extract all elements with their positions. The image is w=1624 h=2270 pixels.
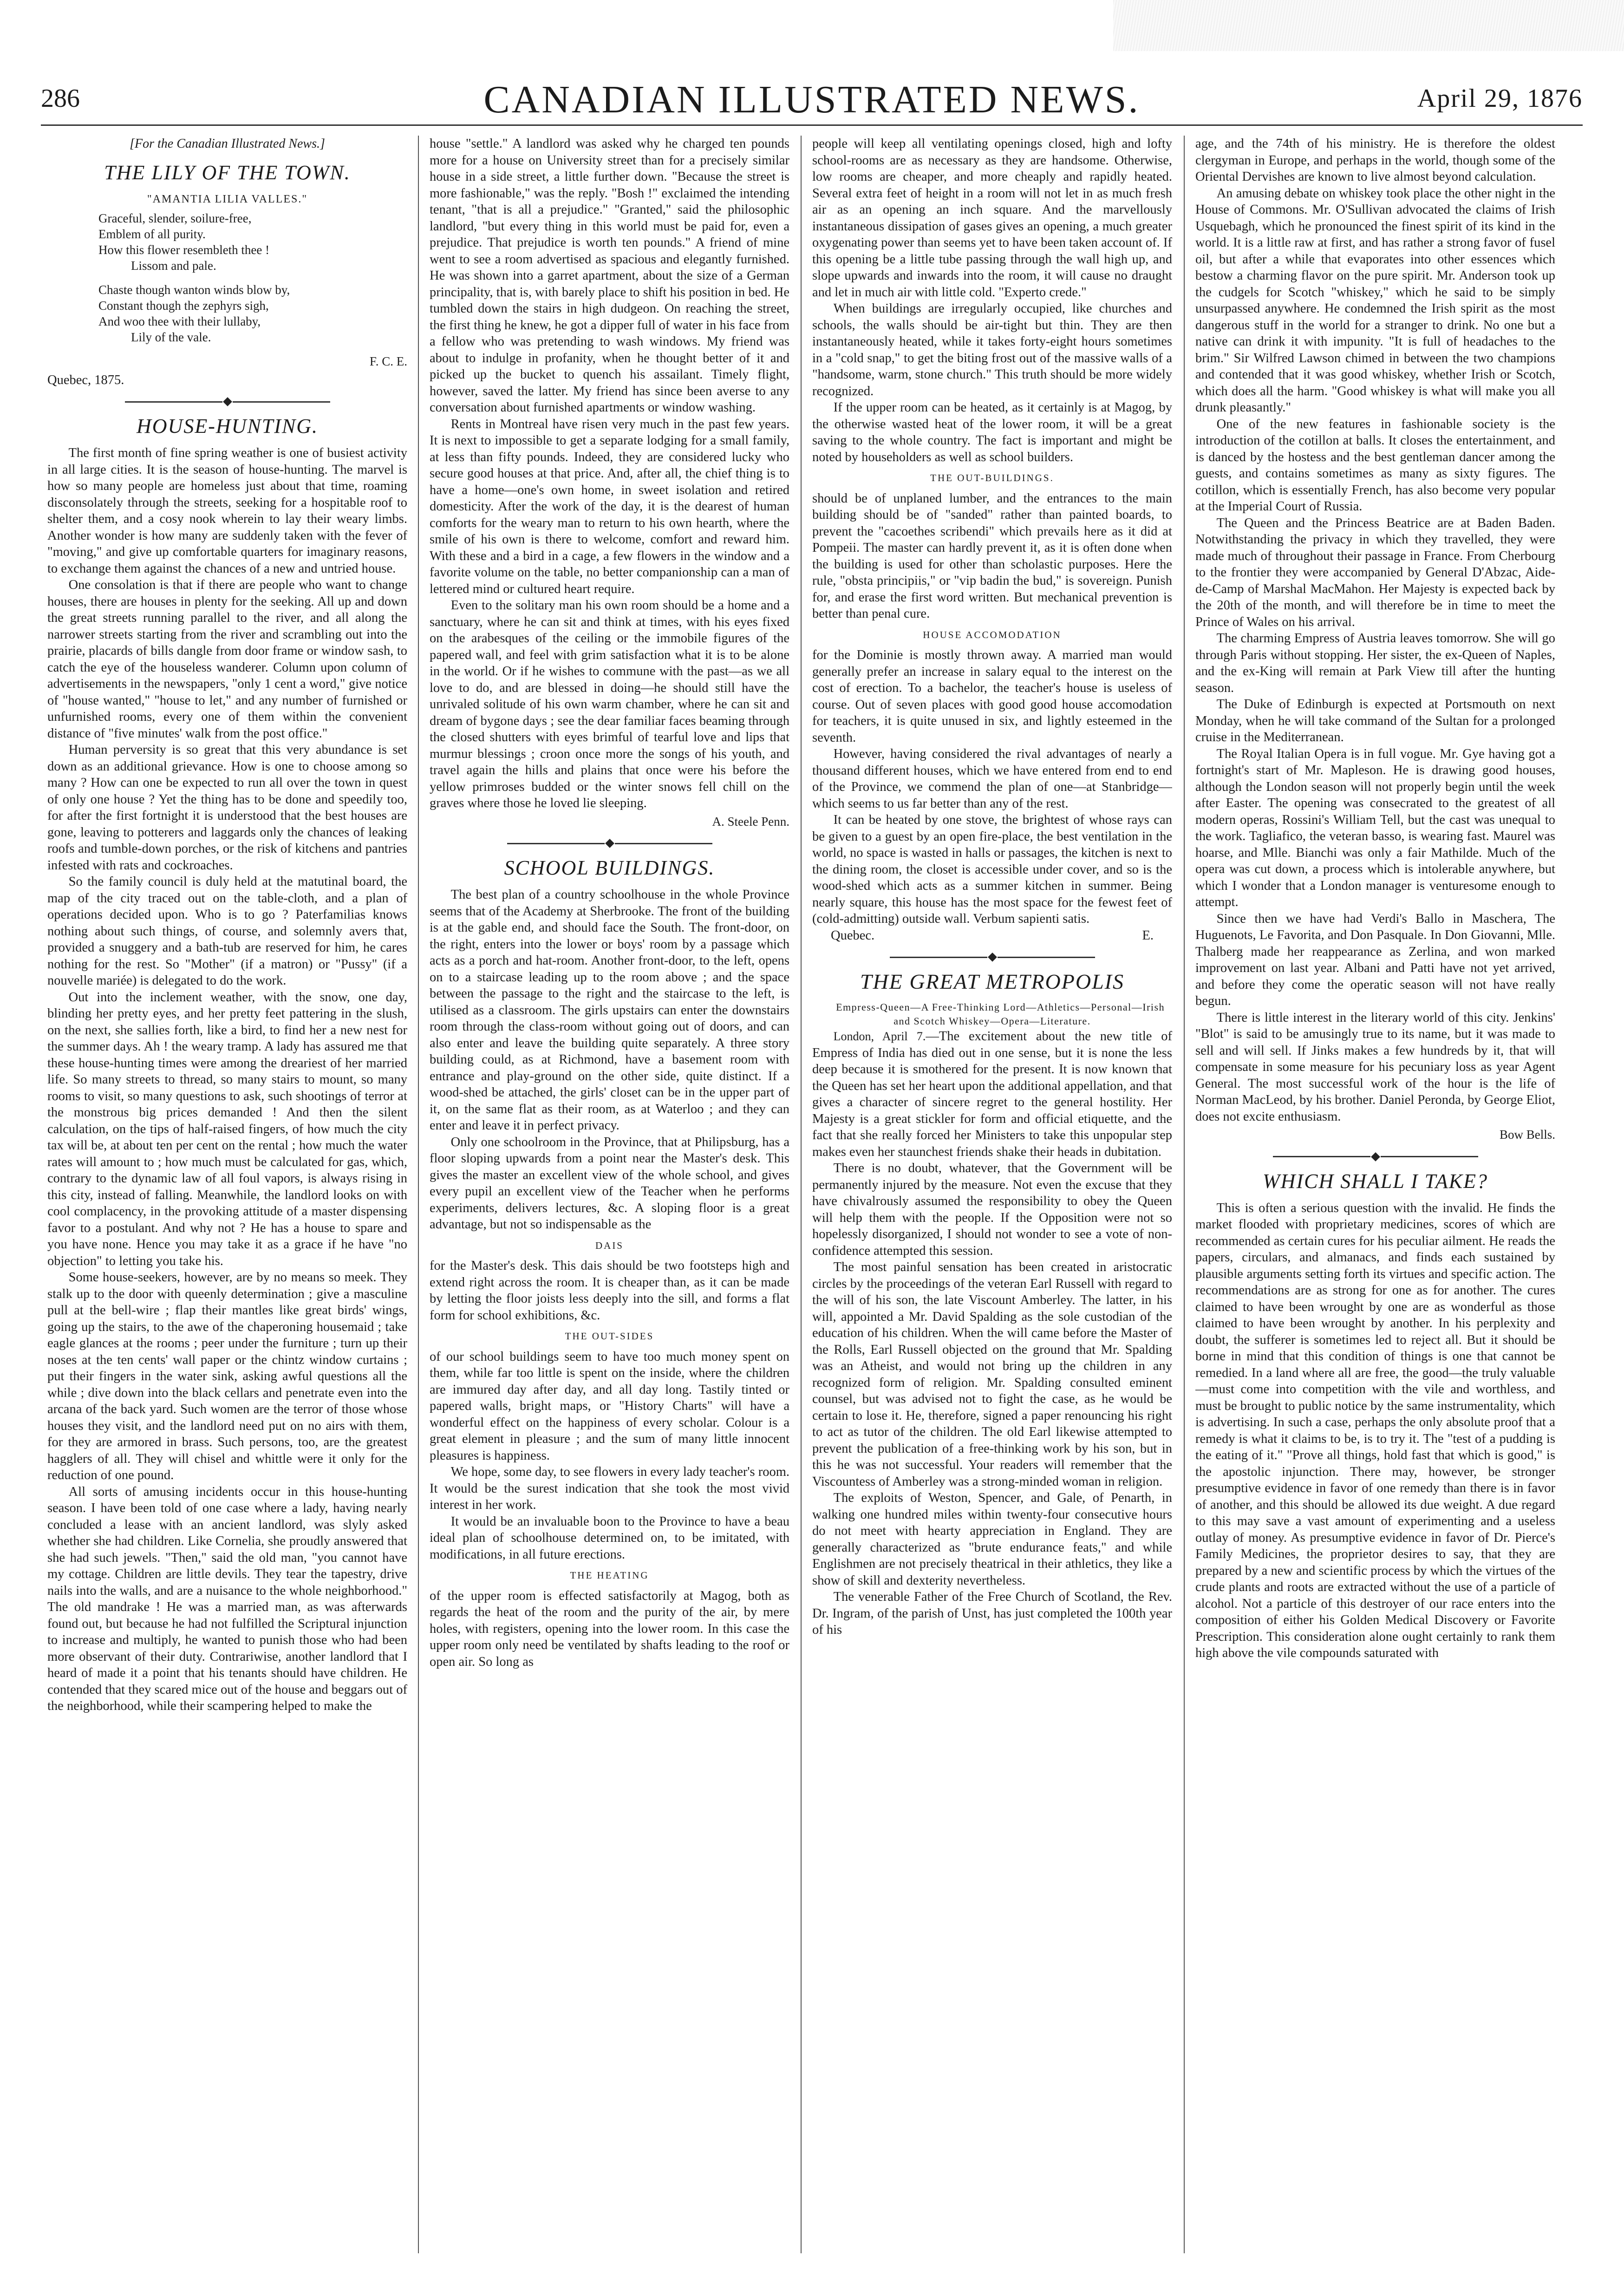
article-paragraph: It can be heated by one stove, the brightest of whose rays can be given to a guest by an open fire-place, the best ventilation in the world, no space is wasted in halls or passages, the kitchen is next to the dining room, the closet is accessible under cover, and so is the wood-shed which acts as a summer kitchen in summer. Being nearly square, this house has the most space for the fewest feet of (cold-admitting) outside wall. Verbum sapienti satis. (812, 813, 1172, 926)
article-paragraph: should be of unplaned lumber, and the entrances to the main building should be of "sanded" rather than painted boards, to prevent the "cacoethes scribendi" which prevails here as it did at Pompeii. The master can hardly prevent it, as it is often done when the building is used for other than scholastic purposes. Here the rule, "obsta principiis," or "vip badin the bud," is sovereign. Punish for, and erase the first word written. But mechanical prevention is better than penal cure. (812, 491, 1172, 621)
section-separator (430, 838, 789, 848)
article-paragraph: So the family council is duly held at the matutinal board, the map of the city traced out on the table-cloth, and a plan of operations decided upon. Who is to go ? Paterfamilias knows nothing about such things, of course, and solemnly avers that, provided a snuggery and a bath-tub are reserved for him, he cares nothing for the rest. So "Mother" (if a matron) or "Pussy" (if a nouvelle mariée) is delegated to do the work. (47, 874, 407, 988)
poem-signature: F. C. E. (369, 354, 407, 368)
issue-date: April 29, 1876 (1417, 84, 1583, 113)
signature-place: Quebec. (831, 928, 875, 943)
article-paragraph: We hope, some day, to see flowers in every lady teacher's room. It would be the surest indication that she took the most vivid interest in her work. (430, 1465, 789, 1512)
article-paragraph: The Duke of Edinburgh is expected at Portsmouth on next Monday, when he will take command of the Sultan for a prolonged cruise in the Mediterranean. (1195, 697, 1555, 744)
article-title: THE GREAT METROPOLIS (860, 970, 1124, 993)
subheading: THE OUT-SIDES (565, 1331, 654, 1342)
poem-line: Graceful, slender, soilure-free, (98, 211, 252, 225)
article-paragraph: Some house-seekers, however, are by no means so meek. They stalk up to the door with queenly determination ; give a masculine pull at the bell-wire ; flap their mantles like great birds' wings, going up the stairs, to the awe of the chaperoning housemaid ; take eagle glances at the rooms ; peer under the furniture ; turn up their noses at the ten cents' wall paper or the chintz window curtains ; put their fingers in the water sink, asking awful questions all the while ; dive down into the black cellars and penetrate even into the arcana of the back yard. Such women are the terror of those whose houses they visit, and the landlord need put on no airs with them, for they are armored in brass. Such persons, too, are the greatest hagglers of all. They will chisel and whittle were it only for the reduction of one pound. (47, 1270, 407, 1482)
column-divider (1184, 136, 1185, 2253)
article-paragraph: The charming Empress of Austria leaves tomorrow. She will go through Paris without stopping. Her sister, the ex-Queen of Naples, and the ex-King will remain at Park View till after the hunting season. (1195, 631, 1555, 695)
poem-line: Emblem of all purity. (98, 227, 206, 241)
article-paragraph: There is little interest in the literary world of this city. Jenkins' "Blot" is said to be amusingly true to its name, but it was made to sell and will sell. If Jinks makes a few hundreds by it, that will compensate in some measure for his pecuniary loss as year Agent General. The most successful work of the hour is the life of Norman MacLeod, by his brother. Daniel Peronda, by George Eliot, does not excite enthusiasm. (1195, 1010, 1555, 1124)
article-title: SCHOOL BUILDINGS. (504, 856, 715, 879)
article-paragraph: An amusing debate on whiskey took place the other night in the House of Commons. Mr. O'Sullivan advocated the claims of Irish Usquebagh, which he pronounced the finest spirit of its kind in the world. It is a little raw at first, and has rather a strong favor of fusel oil, but after a while that evaporates into other essences which bestow a charming flavor on the pure spirit. Mr. Anderson took up the cudgels for Scotch "whiskey," which he said to be simply unsurpassed anywhere. He condemned the Irish spirit as the most dangerous stuff in the world for a stranger to drink. No one but a native can drink it with impunity. "It is full of headaches to the brim." Sir Wilfred Lawson chimed in between the two champions and contended that it was good whiskey, whether Irish or Scotch, which does all the harm. "Good whiskey is what will make you all drunk pleasantly." (1195, 186, 1555, 415)
poem-place: Quebec, 1875. (47, 372, 124, 387)
article-paragraph: Since then we have had Verdi's Ballo in Maschera, The Huguenots, Le Favorita, and Don Pasquale. In Don Giovanni, Mlle. Thalberg made her reappearance as Zerlina, and won marked improvement on last year. Albani and Patti have not yet arrived, and before they come the operatic season will not have really begun. (1195, 911, 1555, 1008)
article-paragraph: of our school buildings seem to have too much money spent on them, while far too little is spent on the inside, where the children are immured day after day, and all day long. Tastily tinted or papered walls, bright maps, or "History Charts" will have a wonderful effect on the happiness of every scholar. Colour is a great element in pleasure ; and the sum of many little innocent pleasures is happiness. (430, 1349, 789, 1463)
section-separator (812, 952, 1172, 961)
poem-epigraph: "AMANTIA LILIA VALLES." (147, 193, 308, 205)
article-paragraph: Rents in Montreal have risen very much in the past few years. It is next to impossible to get a separate lodging for a small family, at less than fifty pounds. Indeed, they are considered lucky who secure good houses at that price. And, after all, the chief thing is to have a home—one's own home, in sweet isolation and retired domesticity. After the work of the day, it is the dearest of human comforts for the weary man to return to his own hearth, where the smile of his own is there to welcome, comfort and reward him. With these and a bird in a cage, a few flowers in the window and a favorite volume on the table, no better companionship can a man of lettered mind or cultured heart require. (430, 417, 789, 596)
article-paragraph: for the Dominie is mostly thrown away. A married man would generally prefer an increase in salary equal to the interest on the cost of erection. To a bachelor, the teacher's house is useless of course. Out of seven places with good good house accomodation for teachers, it is quite unused in six, and lightly esteemed in the seventh. (812, 648, 1172, 745)
subheading: THE OUT-BUILDINGS. (930, 472, 1054, 483)
article-paragraph: One of the new features in fashionable society is the introduction of the cotillon at balls. It closes the entertainment, and is danced by the hostess and the best gentleman dancer among the guests, and contains sometimes as many as sixty figures. The cotillon, which is essentially French, has also become very popular at the Imperial Court of Russia. (1195, 417, 1555, 514)
column-2 (430, 136, 789, 2253)
article-paragraph: The Royal Italian Opera is in full vogue. Mr. Gye having got a fortnight's start of Mr. Mapleson. He is drawing good houses, although the London season will not properly begin until the week after Easter. The opening was consecrated to the greatest of all modern operas, Rossini's William Tell, but the cast was unequal to the work. Tagliafico, the veteran basso, is wearing fast. Maurel was hoarse, and Mlle. Bianchi was only a fair Mathilde. Much of the opera was cut down, a process which is intolerable anywhere, but which I wonder that a London manager is venturesome enough to attempt. (1195, 746, 1555, 909)
poem-stanza (98, 282, 407, 345)
poem-title: THE LILY OF THE TOWN. (104, 161, 351, 184)
poem-line: And woo thee with their lullaby, (98, 314, 261, 328)
column-4 (1195, 136, 1555, 2253)
section-separator (47, 397, 407, 406)
article-paragraph: When buildings are irregularly occupied, like churches and schools, the walls should be air-tight but thin. They are then instantaneously heated, while it takes forty-eight hours sometimes in a "cold snap," to get the biting frost out of the massive walls of a "handsome, warm, stone church." This truth should be more widely recognized. (812, 301, 1172, 398)
article-paragraph: It would be an invaluable boon to the Province to have a beau ideal plan of schoolhouse determined on, to be imitated, with modifications, in all future erections. (430, 1514, 789, 1562)
page-number: 286 (41, 84, 80, 113)
subheading: DAIS (595, 1239, 624, 1251)
poem-line: Chaste though wanton winds blow by, (98, 283, 290, 297)
article-paragraph: The first month of fine spring weather is one of busiest activity in all large cities. It is the season of house-hunting. The marvel is how so many people are homeless just about that time, roaming disconsolately through the streets, seeking for a hospitable roof to shelter them, and a cosy nook wherein to lay their weary limbs. Another wonder is how many are suddenly taken with the fever of "moving," and give up comfortable quarters for imaginary reasons, to exchange them against the chances of a new and untried house. (47, 446, 407, 576)
article-title: HOUSE-HUNTING. (137, 415, 318, 437)
article-paragraph: people will keep all ventilating openings closed, high and lofty school-rooms are as necessary as they are handsome. Otherwise, low rooms are cheaper, and more cheaply and rapidly heated. Several extra feet of height in a room will not let in as much fresh air as an opening an inch square. And the marvellously instantaneous dissipation of gases gives an opening, a much greater oxygenating power than seems yet to have been taken account of. If this opening be a little tube passing through the wall high up, and slope upwards and inwards into the room, it will cause no draught and let in much air with little cold. "Experto crede." (812, 137, 1172, 300)
subheading: THE HEATING (570, 1570, 649, 1581)
poem-line: How this flower resembleth thee ! (98, 243, 270, 257)
dateline: London, April 7. (833, 1030, 926, 1043)
masthead (41, 70, 1583, 121)
column-divider (418, 136, 419, 2253)
article-paragraph: Out into the inclement weather, with the snow, one day, blinding her pretty eyes, and her pretty feet pattering in the slush, on the next, she sallies forth, like a bird, to find her a new nest for the summer days. Ah ! the weary tramp. A lady has assured me that these house-hunting times were among the dreariest of her married life. So many streets to thread, so many stairs to mount, so many rooms to visit, so many questions to ask, such shootings of terror at the monstrous big prices demanded ! And then the silent calculation, on the tips of half-raised fingers, of how much the city tax will be, at about ten per cent on the rental ; how much the water rates will amount to ; how much must be calculated for gas, which, contrary to the dynamic law of all foul vapors, is always rising in this city, instead of falling. Meanwhile, the landlord looks on with cool complacency, in the provoking attitude of a master dispensing favor to a postulant. And why not ? He has a house to spare and you have none. Hence you may take it as a grace if he have "no objection" to letting you take his. (47, 990, 407, 1268)
article-paragraph: The venerable Father of the Free Church of Scotland, the Rev. Dr. Ingram, of the parish of Unst, has just completed the 100th year of his (812, 1590, 1172, 1637)
poem-credit: [For the Canadian Illustrated News.] (130, 137, 325, 151)
article-paragraph: Even to the solitary man his own room should be a home and a sanctuary, where he can sit and think at times, with his eyes fixed on the arabesques of the ceiling or the immobile figures of the papered wall, and feel with grim satisfaction what it is to be alone in the world. Or if he wishes to commune with the past—as we all love to do, and are blessed in doing—he should still have the unrivaled solitude of his own warm chamber, where he can sit and dream of bygone days ; see the dear familiar faces beaming through the closed shutters with eyes brimful of tearful love and lips that murmur blessings ; croon once more the songs of his youth, and travel again the hills and plains that once were his before the yellow primroses budded or the winter snows fell chill on the graves where those he loved lie sleeping. (430, 598, 789, 810)
article-paragraph: If the upper room can be heated, as it certainly is at Magog, by the otherwise wasted heat of the lower room, it will be a great saving to the whole country. The fact is important and might be noted by householders as well as school builders. (812, 400, 1172, 464)
article-text: —The excitement about the new title of Empress of India has died out in one sense, but it is none the less deep because it is smothered for the present. It is now known that the Queen has set her heart upon the additional appellation, and that gives a character of sincere regret to the general hostility. Her Majesty is a great stickler for form and official etiquette, and the fact that she really forced her Ministers to take this unpopular step makes even her staunchest friends shake their heads in dubitation. (812, 1029, 1172, 1159)
article-paragraph: The Queen and the Princess Beatrice are at Baden Baden. Notwithstanding the privacy in which they travelled, they were made much of throughout their passage in France. From Cherbourg to the frontier they were accompanied by General D'Abzac, Aide-de-Camp of Marshal MacMahon. Her Majesty is expected back by the 20th of the month, and will therefore be in time to meet the Prince of Wales on his arrival. (1195, 515, 1555, 629)
article-paragraph: There is no doubt, whatever, that the Government will be permanently injured by the measure. Not even the excuse that they have chivalrously assumed the responsibility to obey the Queen will help them with the people. If the Opposition were not so hopelessly disorganized, I should not wonder to see a vote of non-confidence attempted this session. (812, 1161, 1172, 1258)
article-title: WHICH SHALL I TAKE? (1263, 1169, 1488, 1193)
article-paragraph: Only one schoolroom in the Province, that at Philipsburg, has a floor sloping upwards from a point near the Master's desk. This gives the master an excellent view of the whole school, and gives every pupil an excellent view of the Teacher when he performs experiments, delivers lectures, &c. A sloping floor is a great advantage, but not so indispensable as the (430, 1135, 789, 1232)
subheading: HOUSE ACCOMODATION (923, 629, 1062, 640)
column-3 (812, 136, 1172, 2253)
article-paragraph: However, having considered the rival advantages of nearly a thousand different houses, which we have entered from end to end of the Province, we commend the plan of one—at Stanbridge—which seems to us far better than any of the rest. (812, 747, 1172, 811)
article-paragraph: for the Master's desk. This dais should be two footsteps high and extend right across the room. It is cheaper than, as it can be made by letting the floor joists less deeply into the sill, and forms a flat form for school exhibitions, &c. (430, 1259, 789, 1323)
article-paragraph: The best plan of a country schoolhouse in the whole Province seems that of the Academy at Sherbrooke. The front of the building is at the gable end, and should face the South. The front-door, on the right, enters into the lower or boys' room by a passage which acts as a porch and hat-room. Another front-door, to the left, opens on to a staircase leading up to the room above ; and the space between the passage to the right and the staircase to the left, is utilised as a classroom. The girls upstairs can enter the downstairs room through the class-room without going out of doors, and can also enter and leave the building quite separately. A three story building could, as at Richmond, have a basement room with entrance and play-ground on the other side, quite distinct. If a wood-shed be attached, the girls' closet can be in the upper part of it, on the same flat as their room, as at Waterloo ; and they can enter and leave it in perfect privacy. (430, 887, 789, 1133)
masthead-rule (41, 124, 1583, 126)
poem-body (47, 210, 407, 345)
article-paragraph: The most painful sensation has been created in aristocratic circles by the proceedings of the veteran Earl Russell with regard to the will of his son, the late Viscount Amberley. The latter, in his will, appointed a Mr. David Spalding as the sole custodian of the education of his children. When the will came before the Master of the Rolls, Earl Russell objected on the ground that Mr. Spalding was an Atheist, and would not bring up the children in any recognized form of religion. Mr. Spalding consulted eminent counsel, but was advised not to fight the case, as he would be certain to lose it. He, therefore, signed a paper renouncing his right to act as tutor of the children. The old Earl likewise attempted to prevent the publication of a free-thinking work by his son, but in this he was not successful. Your readers will remember that the Viscountess of Amberley was a strong-minded woman in religion. (812, 1260, 1172, 1489)
article-paragraph: The exploits of Weston, Spencer, and Gale, of Penarth, in walking one hundred miles within twenty-four consecutive hours do not meet with hearty appreciation in England. They are generally characterized as "brute endurance feats," and while Englishmen are not precisely theatrical in their athletics, they like a show of skill and dexterity nevertheless. (812, 1491, 1172, 1588)
column-divider (801, 136, 802, 2253)
article-paragraph: of the upper room is effected satisfactorily at Magog, both as regards the heat of the room and the purity of the air, by mere holes, with registers, opening into the lower room. In this case the upper room only need be ventilated by shafts leading to the roof or open air. So long as (430, 1588, 789, 1669)
article-signature: Bow Bells. (1499, 1128, 1555, 1142)
column-1 (47, 136, 407, 2253)
article-summary: Empress-Queen—A Free-Thinking Lord—Athletics—Personal—Irish and Scotch Whiskey—Opera—Literature. (836, 1001, 1165, 1027)
article-paragraph: age, and the 74th of his ministry. He is therefore the oldest clergyman in Europe, and perhaps in the world, though some of the Oriental Dervishes are known to live almost beyond calculation. (1195, 137, 1555, 184)
poem-line: Constant though the zephyrs sigh, (98, 299, 269, 313)
poem-line: Lissom and pale. (131, 259, 216, 273)
article-paragraph: Human perversity is so great that this very abundance is set down as an additional grievance. How is one to choose among so many ? How can one be expected to run all over the town in quest of only one house ? Yet the thing has to be done and speedily too, for after the first fortnight it is understood that the best houses are gone, leaving to potterers and laggards only the chances of leaking roofs and tumble-down porches, or the risk of kitchens and pantries infested with rats and cockroaches. (47, 743, 407, 873)
scan-texture (1113, 0, 1624, 51)
poem-stanza (98, 210, 407, 274)
poem-line: Lily of the vale. (131, 330, 211, 344)
signature-initial: E. (1142, 928, 1154, 943)
article-signature: A. Steele Penn. (712, 814, 789, 828)
article-paragraph (812, 1028, 1172, 1160)
section-separator (1195, 1152, 1555, 1161)
article-paragraph: All sorts of amusing incidents occur in this house-hunting season. I have been told of one case where a lady, having nearly concluded a lease with an ancient landlord, was slyly asked whether she had children. Like Cornelia, she proudly answered that she had such jewels. "Then," said the old man, "you cannot have my cottage. Children are little devils. They tear the tapestry, drive nails into the walls, and are a nuisance to the whole neighborhood." The old mandrake ! He was a married man, as was afterwards found out, but because he had not fulfilled the Scriptural injunction to increase and multiply, he wanted to punish those who had been more observant of their duty. Contrariwise, another landlord that I heard of made it a point that his tenants should have children. He contended that they scared mice out of the house and beggars out of the neighborhood, while their scampering helped to make the (47, 1484, 407, 1713)
article-paragraph: One consolation is that if there are people who want to change houses, there are houses in plenty for the seeking. All up and down the great streets running parallel to the river, and all along the narrower streets starting from the river and scrambling out into the prairie, placards of bills dangle from door frame or window sash, to catch the eye of the houseless wanderer. Column upon column of advertisements in the newspapers, "only 1 cent a word," give notice of "house wanted," "house to let," and any number of furnished or unfurnished rooms, every one of them within the convenient distance of "five minutes' walk from the post office." (47, 578, 407, 741)
article-paragraph: house "settle." A landlord was asked why he charged ten pounds more for a house on University street than for a precisely similar house in a side street, a little further down. "Because the street is more fashionable," was the reply. "Bosh !" exclaimed the intending tenant, "that is all a prejudice." "Granted," said the philosophic landlord, "but every thing in this world must be paid for, even a prejudice. That prejudice is worth ten pounds." A friend of mine went to see a room advertised as spacious and elegantly furnished. He was shown into a garret apartment, about the size of a German principality, that is, with barely place to shift his position in bed. He tumbled down the stairs in high dudgeon. On reaching the street, the first thing he knew, he got a dipper full of water in his face from a fellow who was pretending to wash windows. My friend was about to indulge in profanity, when he thought better of it and picked up the bucket to quench his assailant. Timely flight, however, saved the latter. My friend has since been averse to any conversation about furnished apartments or window washing. (430, 137, 789, 415)
newspaper-title: CANADIAN ILLUSTRATED NEWS. (483, 78, 1140, 121)
article-signature (812, 927, 1172, 944)
article-paragraph: This is often a serious question with the invalid. He finds the market flooded with proprietary medicines, scores of which are recommended as certain cures for his peculiar ailment. He reads the papers, circulars, and almanacs, and finds each sustained by plausible arguments setting forth its virtues and specific action. The recommendations are as strong for one as for another. The cures claimed to have been wrought by one are as wonderful as those claimed to have been wrought by another. In his perplexity and doubt, the sufferer is sometimes led to reject all. But it should be borne in mind that this condition of things is one that cannot be remedied. In a land where all are free, the good—the truly valuable—must come into competition with the vile and worthless, and must be brought to public notice by the same instrumentality, which is advertising. In such a case, perhaps the only absolute proof that a remedy is what it claims to be, is to try it. The "test of a pudding is the eating of it." "Prove all things, hold fast that which is good," is the apostolic injunction. There may, however, be stronger presumptive evidence in favor of one remedy than there is in favor of another, and this should be allowed its due weight. A due regard to this may save a vast amount of experimenting and a useless outlay of money. As presumptive evidence in favor of Dr. Pierce's Family Medicines, the proprietor desires to say, that they are prepared by a new and scientific process by which the virtues of the crude plants and roots are extracted without the use of a particle of alcohol. Not a particle of this destroyer of our race enters into the composition of either his Golden Medical Discovery or Favorite Prescription. This consideration alone ought certainly to rank them high above the vile compounds saturated with (1195, 1200, 1555, 1660)
